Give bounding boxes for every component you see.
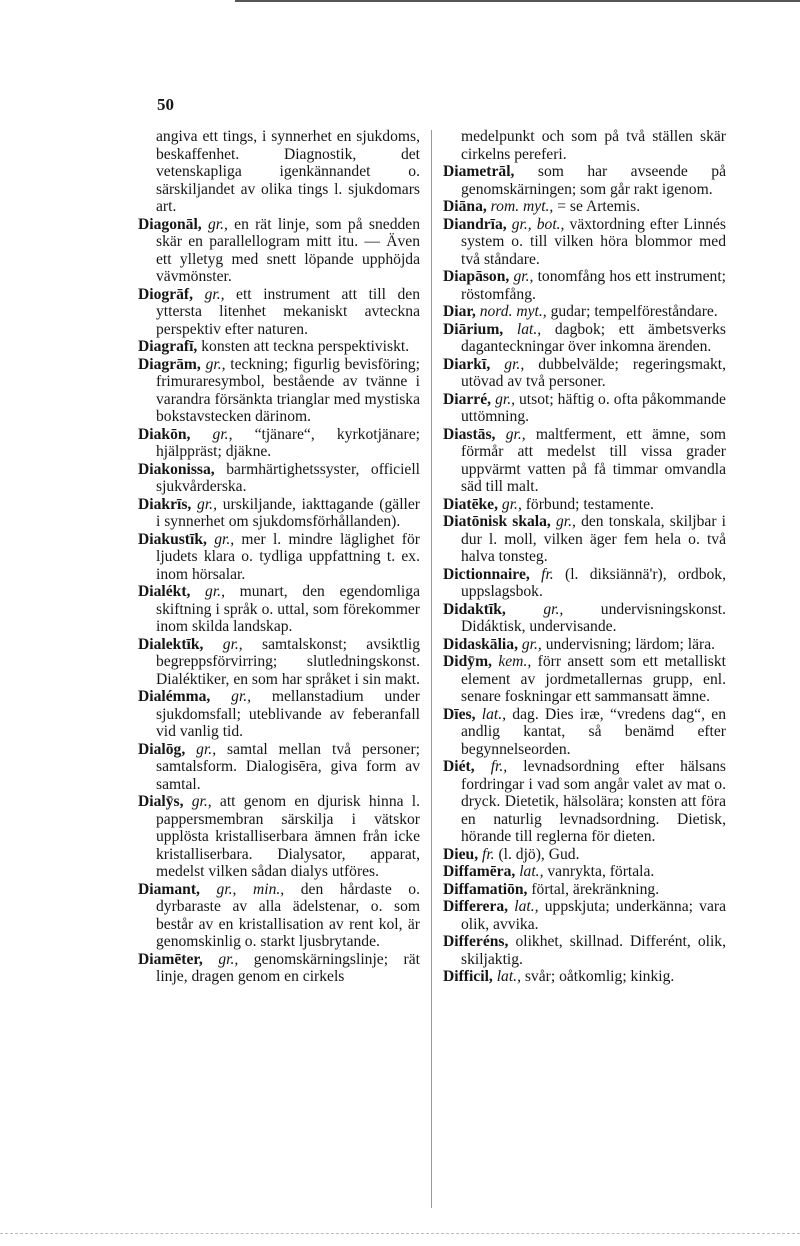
entry-language: kem., — [498, 653, 532, 670]
entry-headword: Diastās, — [443, 425, 496, 443]
entry-language: gr., — [521, 635, 542, 653]
entry-language: gr., — [191, 793, 212, 810]
entry — [138, 286, 420, 339]
entry — [443, 758, 726, 846]
entry-headword: Diapāson, — [443, 268, 510, 285]
entry-body: barmhärtighetssyster, officiell sjukvårderska. — [156, 460, 420, 495]
entry-headword: Dialékt, — [138, 583, 191, 600]
entry-body: genomskärningslinje; rät linje, dragen genom en cirkels — [156, 950, 420, 985]
entry-headword: Diakonissa, — [138, 460, 215, 478]
entry-language: gr., — [222, 635, 243, 653]
entry-body: förbund; testamente. — [521, 495, 654, 513]
entry — [443, 268, 726, 303]
entry-headword: Diatēke, — [443, 495, 498, 513]
entry — [138, 951, 420, 986]
entry — [443, 863, 726, 881]
entry-headword: Dialȳs, — [138, 793, 184, 810]
entry-headword: Dictionnaire, — [443, 565, 530, 583]
entry-body: mellanstadium under sjukdomsfall; uteblivande av feberanfall vid vanlig tid. — [156, 688, 420, 740]
entry-body: att genom en djurisk hinna l. pappersmembran särskilja i vätskor upplösta kristalliserbara ämnen från icke kristalliserbara. Dialysator, apparat, medelst vilken sådan dialys utföres. — [156, 793, 420, 880]
entry-language: gr., min., — [216, 880, 285, 898]
entry — [443, 601, 726, 636]
entry-body: olikhet, skillnad. Differént, olik, skiljaktig. — [461, 933, 726, 968]
entry-headword: Diamant, — [138, 880, 200, 898]
entry-language: gr., — [205, 355, 226, 373]
entry-body: som har avseende på genomskärningen; som går rakt igenom. — [461, 163, 726, 198]
entry-body: dag. Dies iræ, “vredens dag“, en andlig kantat, så benämd efter begynnelseorden. — [461, 705, 726, 758]
entry — [443, 496, 726, 514]
entry — [443, 128, 726, 163]
entry-language: fr. — [541, 565, 554, 583]
entry-language: gr., — [205, 583, 225, 600]
entry-headword: Dieu, — [443, 845, 479, 863]
entry-body: uppskjuta; underkänna; vara olik, avvika. — [461, 898, 726, 933]
entry-language: lat., — [516, 320, 542, 338]
entry-headword: Diar, — [443, 303, 476, 320]
entry — [443, 391, 726, 426]
entry-headword: Diakōn, — [138, 425, 191, 443]
entry-headword: Diāna, — [443, 198, 487, 215]
entry — [138, 741, 420, 794]
entry-language: gr., — [218, 950, 239, 968]
entry-language: gr., — [231, 688, 252, 705]
entry — [443, 513, 726, 566]
entry-body: en rät linje, som på snedden skär en parallellogram mitt itu. — Även ett ylletyg med snett löpande upphöjda vävmönster. — [156, 215, 421, 285]
entry — [443, 426, 726, 496]
bottom-rule — [0, 1233, 800, 1234]
entry-body: konsten att teckna perspektiviskt. — [197, 338, 410, 355]
entry-language: lat., — [496, 968, 521, 985]
entry-headword: Diatōnisk skala, — [443, 513, 551, 530]
entry-body: dagbok; ett ämbetsverks daganteckningar över inkomna ärenden. — [461, 320, 726, 355]
entry-body: mer l. mindre läglighet för ljudets klara o. tydliga uppfattning t. ex. inom hörsalar. — [156, 530, 420, 583]
entry-language: gr., — [543, 600, 564, 618]
entry-headword: Didaktīk, — [443, 600, 506, 618]
entry-headword: Diandrīa, — [443, 215, 507, 233]
entry-language: gr., — [197, 495, 217, 513]
entry — [443, 653, 726, 706]
entry-language: gr., — [214, 530, 235, 548]
entry — [138, 583, 420, 636]
entry-language: gr., bot., — [511, 215, 565, 233]
entry — [443, 933, 726, 968]
entry-body: undervisningskonst. Didáktisk, undervisande. — [461, 600, 726, 635]
entry-language: gr., — [212, 425, 233, 443]
entry — [443, 321, 726, 356]
entry-body: vanrykta, förtala. — [543, 863, 655, 880]
entry-body: samtal mellan två personer; samtalsform. Dialogisēra, giva form av samtal. — [156, 740, 420, 793]
entry-headword: Diogrāf, — [138, 285, 193, 303]
entry-language: rom. myt., — [490, 198, 554, 215]
entry-body: samtalskonst; avsiktlig begreppsförvirring; slutledningskonst. Dialéktiker, en som har språket i sin makt. — [156, 635, 420, 688]
entry-body: teckning; figurlig bevisföring; frimuraresymbol, bestående av tvänne i varandra försänkta trianglar med mystiska bokstavstecken därinom. — [156, 355, 420, 425]
entry-headword: Diārium, — [443, 320, 504, 338]
entry-body: tonomfång hos ett instrument; röstomfång. — [461, 268, 726, 303]
entry-body: växtordning efter Linnés system o. till vilken höra blommor med två ståndare. — [461, 215, 726, 268]
entry-language: gr., — [513, 268, 534, 285]
entry-language: fr., — [490, 758, 508, 775]
entry-body: dubbelvälde; regeringsmakt, utövad av två personer. — [461, 355, 727, 390]
entry-body: medelpunkt och som på två ställen skär cirkelns pereferi. — [461, 128, 726, 163]
left-column — [138, 128, 420, 986]
entry-body: gudar; tempelföreståndare. — [546, 303, 718, 320]
entry-language: gr., — [204, 285, 225, 303]
entry-headword: Diamēter, — [138, 950, 203, 968]
entry-body: den tonskala, skiljbar i dur l. moll, vilken äger fem hela o. två halva tonsteg. — [461, 513, 726, 565]
entry — [138, 496, 420, 531]
entry-language: lat., — [481, 705, 507, 723]
entry-headword: Difficil, — [443, 968, 493, 985]
entry — [443, 846, 726, 864]
entry-headword: Differéns, — [443, 933, 509, 950]
entry-body: ett instrument att till den yttersta litenhet mekaniskt avteckna perspektiv efter naturen. — [156, 285, 420, 338]
entry — [443, 216, 726, 269]
entry-headword: Diakustīk, — [138, 530, 207, 548]
entry-language: lat., — [514, 898, 539, 915]
entry-headword: Dialōg, — [138, 740, 186, 758]
entry — [443, 163, 726, 198]
entry-body: utsot; häftig o. ofta påkommande uttömning. — [461, 390, 726, 425]
entry — [138, 881, 420, 951]
entry-headword: Diagonāl, — [138, 215, 202, 233]
entry — [138, 128, 420, 216]
entry-headword: Diakrīs, — [138, 495, 192, 513]
entry — [138, 216, 420, 286]
entry — [138, 426, 420, 461]
column-divider — [431, 130, 432, 1208]
entry-body: (l. diksiännä'r), ordbok, uppslagsbok. — [461, 565, 726, 600]
entry — [443, 566, 726, 601]
entry-language: gr., — [495, 390, 515, 408]
entry — [443, 636, 726, 654]
entry-headword: Dīes, — [443, 705, 476, 723]
entry-headword: Diét, — [443, 758, 475, 775]
entry-body: maltferment, ett ämne, som förmår att medelst till vissa grader uppvärmt vatten på få timmar omvandla säd till malt. — [461, 425, 726, 495]
entry-headword: Diffamatiōn, — [443, 880, 528, 898]
entry — [443, 303, 726, 321]
entry-language: gr., — [504, 355, 525, 373]
entry-language: fr. — [482, 845, 495, 863]
entry-language: gr., — [207, 215, 228, 233]
entry-body: undervisning; lärdom; lära. — [541, 635, 716, 653]
entry-language: gr., — [501, 495, 522, 513]
entry-headword: Diagrām, — [138, 355, 201, 373]
entry — [138, 688, 420, 741]
entry-headword: Diagrafī, — [138, 338, 198, 355]
entry-headword: Differera, — [443, 898, 509, 915]
entry — [138, 793, 420, 881]
entry — [443, 706, 726, 759]
entry-headword: Diametrāl, — [443, 163, 515, 180]
entry-headword: Dialémma, — [138, 688, 211, 705]
entry-body: svår; oåtkomlig; kinkig. — [520, 968, 675, 985]
page-number: 50 — [157, 95, 174, 114]
entry-headword: Didaskālia, — [443, 635, 518, 653]
entry — [138, 531, 420, 584]
entry-body: angiva ett tings, i synnerhet en sjukdoms, beskaffenhet. Diagnostik, det vetenskapliga igenkännandet o. särskiljandet av olika tings l. sjukdomars art. — [156, 128, 420, 215]
entry-language: gr., — [505, 425, 526, 443]
right-column — [443, 128, 726, 986]
entry — [138, 356, 420, 426]
entry — [138, 338, 420, 356]
entry — [138, 636, 420, 689]
entry-language: gr., — [556, 513, 576, 530]
entry-body: urskiljande, iakttagande (gäller i synnerhet om sjukdomsförhållanden). — [156, 495, 420, 530]
entry-body: “tjänare“, kyrkotjänare; hjälppräst; djäkne. — [156, 425, 420, 460]
entry-body: förtal, ärekränkning. — [527, 880, 660, 898]
entry — [443, 968, 726, 986]
entry — [443, 356, 726, 391]
entry-body: levnadsordning efter hälsans fordringar i vad som angår valet av mat o. dryck. Dietetik, hälsolära; konsten att föra en naturlig levnadsordning. Dietisk, hörande till reglerna för dieten. — [461, 758, 726, 845]
entry-language: lat., — [519, 863, 544, 880]
entry-headword: Diarré, — [443, 390, 492, 408]
entry-language: gr., — [196, 740, 217, 758]
entry — [443, 881, 726, 899]
entry-headword: Diffamēra, — [443, 863, 516, 880]
entry-headword: Diarkī, — [443, 355, 491, 373]
entry-body: förr ansett som ett metalliskt element av jordmetallernas grupp, enl. senare foskningar ett sammansatt ämne. — [461, 653, 726, 705]
entry-body: (l. djö), Gud. — [494, 845, 580, 863]
entry — [443, 198, 726, 216]
entry-body: den hårdaste o. dyrbaraste av alla ädelstenar, o. som består av en kristallisation av rent kol, är genomskinlig o. starkt ljusbrytande. — [156, 880, 420, 950]
entry-headword: Didȳm, — [443, 653, 492, 670]
top-rule — [235, 0, 800, 2]
entry-body: munart, den egendomliga skiftning i språk o. uttal, som förekommer inom skilda landskap. — [156, 583, 420, 635]
entry-headword: Dialektīk, — [138, 635, 204, 653]
entry-language: nord. myt., — [479, 303, 547, 320]
entry-body: = se Artemis. — [553, 198, 641, 215]
entry — [443, 898, 726, 933]
entry — [138, 461, 420, 496]
